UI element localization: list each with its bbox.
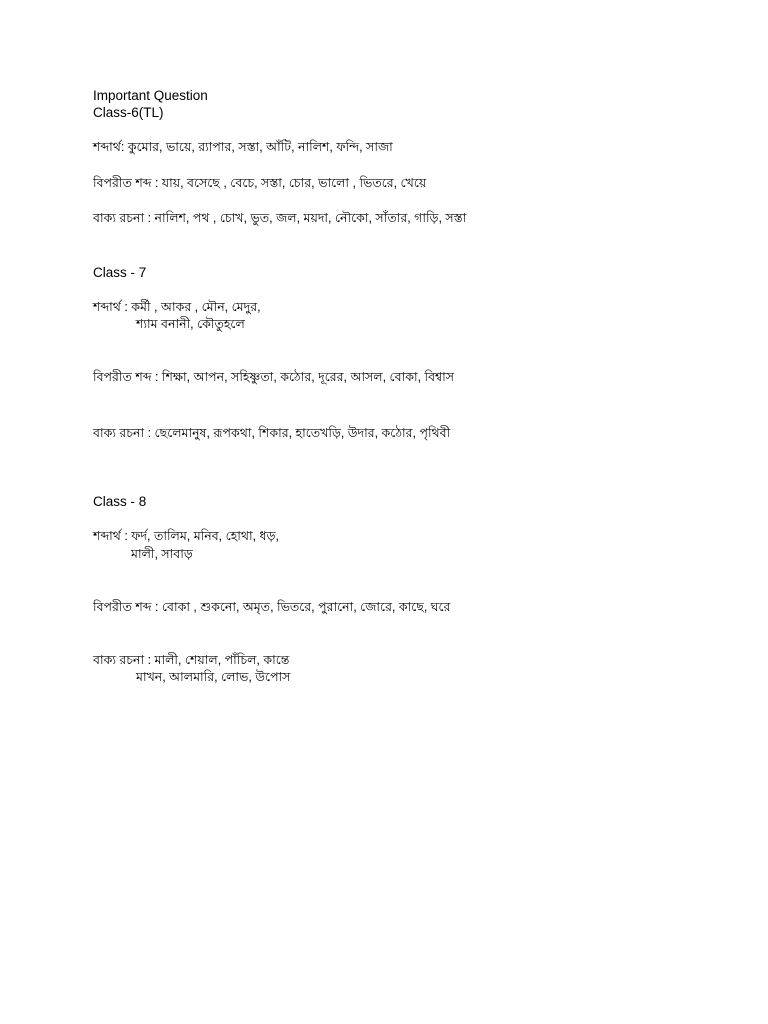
class-7-meanings-line-1: শব্দার্থ : কর্মী , আকর , মৌন, মেদুর,: [93, 300, 261, 314]
class-6-sentences: বাক্য রচনা : নালিশ, পথ , চোখ, ভুত, জল, ময়দা, নৌকো, সাঁতার, গাড়ি, সস্তা: [93, 211, 467, 225]
class-7-sentences: বাক্য রচনা : ছেলেমানুষ, রূপকথা, শিকার, হাতেখড়ি, উদার, কঠোর, পৃথিবী: [93, 426, 451, 440]
class-8-opposites: বিপরীত শব্দ : বোকা , শুকনো, অমৃত, ভিতরে, পুরানো, জোরে, কাছে, ঘরে: [93, 600, 451, 614]
class-6-heading: Class-6(TL): [93, 105, 164, 120]
class-6-opposites: বিপরীত শব্দ : যায়, বসেছে , বেচে, সস্তা, চোর, ভালো , ভিতরে, খেয়ে: [93, 176, 427, 190]
document-title: Important Question: [93, 88, 208, 103]
class-7-heading: Class - 7: [93, 265, 147, 280]
class-6-meanings: শব্দার্থ: কুমোর, ভায়ে, র‍্যাপার, সস্তা, আঁটি, নালিশ, ফন্দি, সাজা: [93, 140, 393, 154]
class-8-meanings-line-1: শব্দার্থ : ফর্দ, তালিম, মনিব, হোথা, ধড়,: [93, 529, 279, 543]
class-8-heading: Class - 8: [93, 494, 147, 509]
class-8-meanings-line-2: মালী, সাবাড়: [131, 547, 193, 561]
class-7-meanings-line-2: শ্যাম বনানী, কৌতুহলে: [136, 317, 245, 331]
class-8-sentences-line-1: বাক্য রচনা : মালী, শেয়াল, পাঁচিল, কান্তে: [93, 653, 290, 667]
class-8-sentences-line-2: মাখন, আলমারি, লোভ, উপোস: [136, 670, 291, 684]
class-7-opposites: বিপরীত শব্দ : শিক্ষা, আপন, সহিষ্ণুতা, কঠোর, দূরের, আসল, বোকা, বিশ্বাস: [93, 370, 455, 384]
